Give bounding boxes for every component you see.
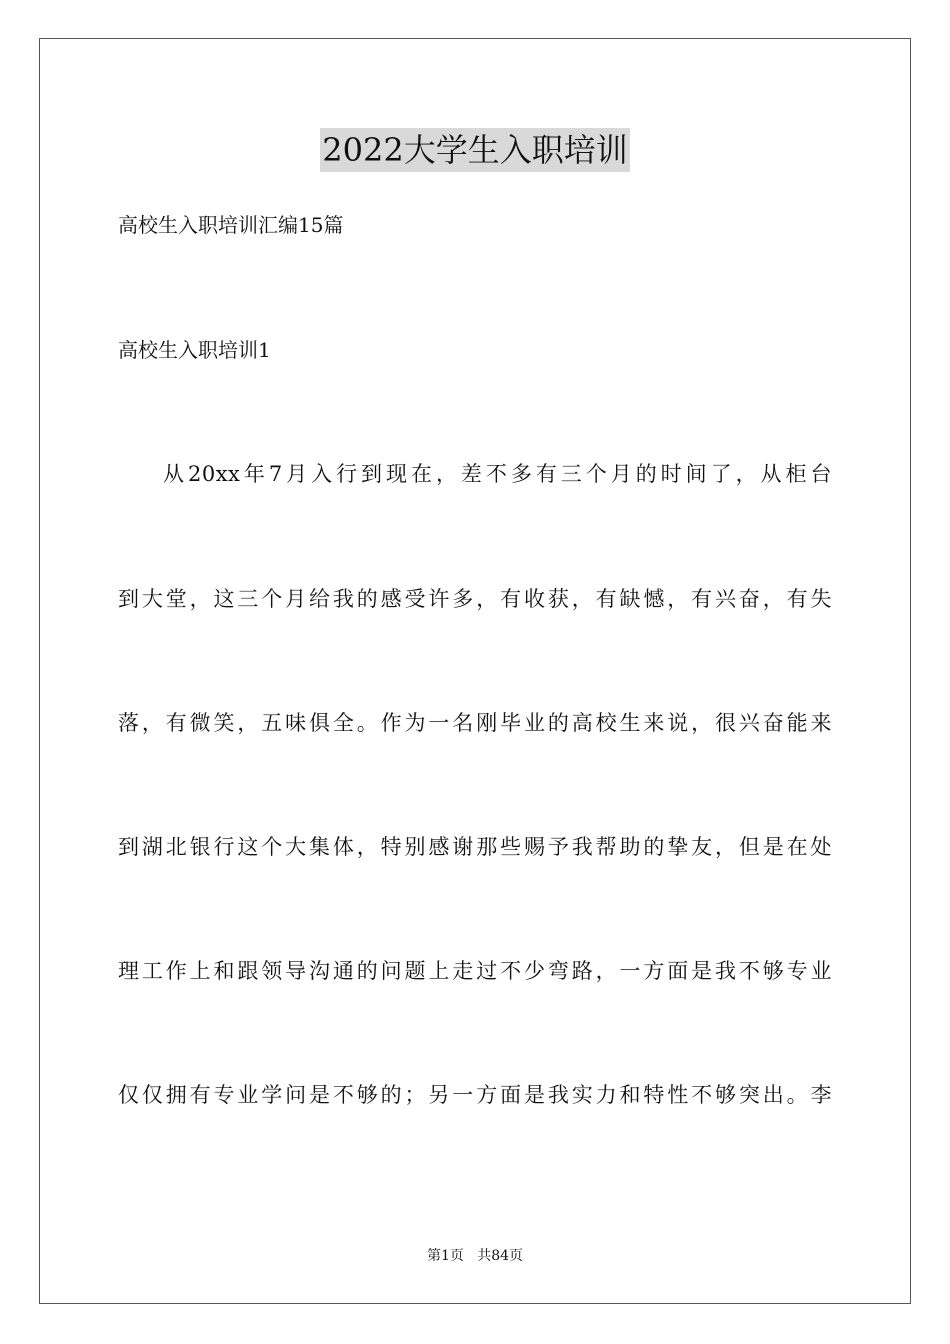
section-heading: 高校生入职培训1 (118, 338, 271, 362)
document-subtitle: 高校生入职培训汇编15篇 (118, 213, 344, 237)
paragraph-line: 落，有微笑，五味俱全。作为一名刚毕业的高校生来说，很兴奋能来 (118, 711, 832, 735)
paragraph-line: 仅仅拥有专业学问是不够的；另一方面是我实力和特性不够突出。李 (118, 1083, 832, 1107)
paragraph-line: 到湖北银行这个大集体，特别感谢那些赐予我帮助的挚友，但是在处 (118, 835, 832, 859)
paragraph-line: 到大堂，这三个月给我的感受许多，有收获，有缺憾，有兴奋，有失 (118, 587, 832, 611)
document-title: 2022大学生入职培训 (320, 128, 629, 172)
document-title-wrapper (0, 128, 950, 172)
paragraph-line: 理工作上和跟领导沟通的问题上走过不少弯路，一方面是我不够专业 (118, 959, 832, 983)
paragraph-line: 从20xx年7月入行到现在，差不多有三个月的时间了，从柜台 (163, 462, 832, 486)
page-footer: 第1页 共84页 (426, 1248, 524, 1264)
